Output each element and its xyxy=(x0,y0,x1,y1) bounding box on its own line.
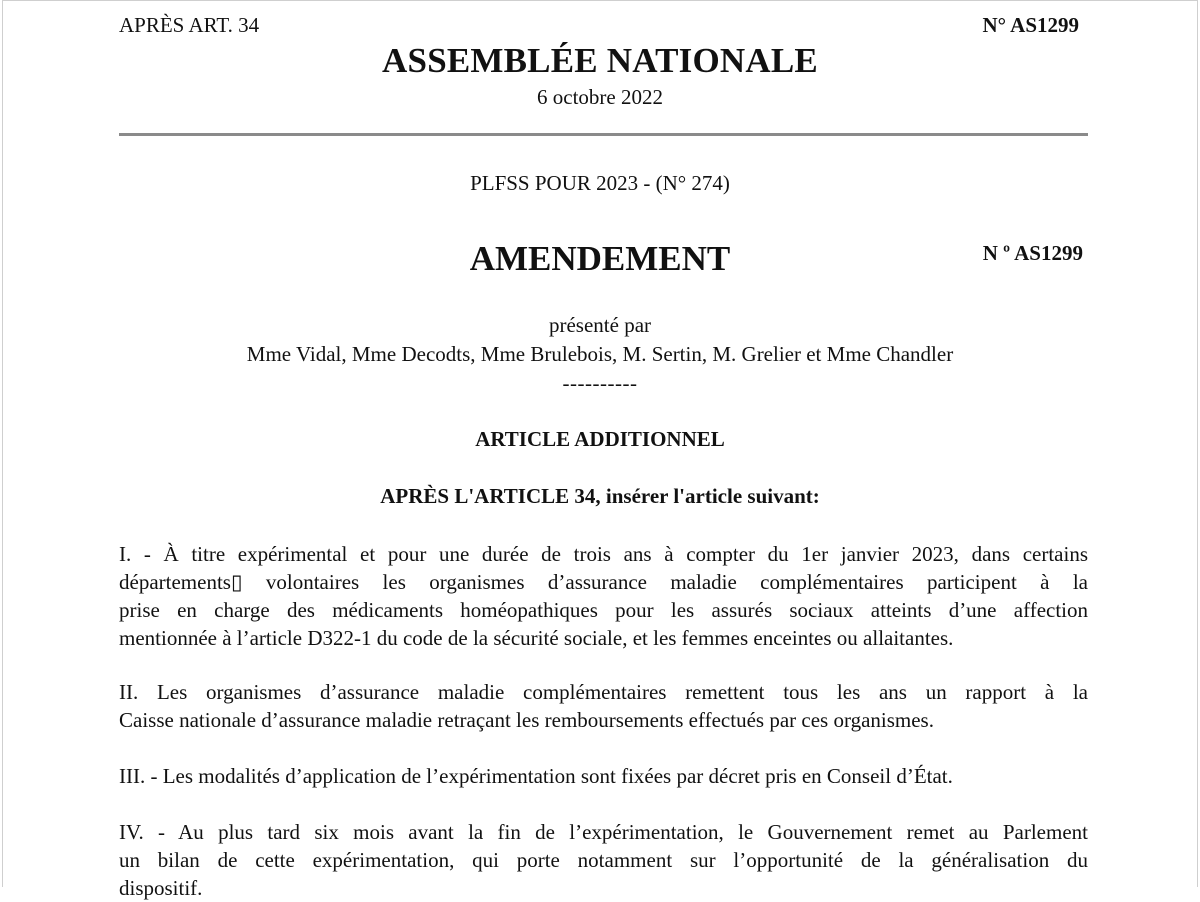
article-kind-heading: ARTICLE ADDITIONNEL xyxy=(475,427,725,451)
document-date: 6 octobre 2022 xyxy=(537,85,663,109)
paragraph-line: IV. - Au plus tard six mois avant la fin de l’expérimentation, le Gouvernement remet au Parlement xyxy=(119,820,1088,844)
paragraph-1 xyxy=(119,540,1088,652)
paragraph-2 xyxy=(119,678,1088,734)
header-divider xyxy=(119,133,1088,136)
authors-separator: ---------- xyxy=(562,371,638,395)
bill-title: PLFSS POUR 2023 - (N° 274) xyxy=(470,171,730,195)
paragraph-line: départements▯ volontaires les organismes d’assurance maladie complémentaires participent à la xyxy=(119,570,1088,594)
article-instruction: APRÈS L'ARTICLE 34, insérer l'article suivant: xyxy=(380,484,820,508)
presented-by-label: présenté par xyxy=(548,313,652,337)
amendment-number: N º AS1299 xyxy=(982,241,1083,265)
header-amendment-number: N° AS1299 xyxy=(982,13,1079,37)
document-page xyxy=(2,0,1198,900)
paragraph-line: III. - Les modalités d’application de l’expérimentation sont fixées par décret pris en Conseil d’État. xyxy=(119,764,953,788)
paragraph-line: mentionnée à l’article D322-1 du code de la sécurité sociale, et les femmes enceintes ou allaitantes. xyxy=(119,626,954,650)
paragraph-line: un bilan de cette expérimentation, qui porte notamment sur l’opportunité de la généralisation du xyxy=(119,848,1088,872)
paragraph-line: II. Les organismes d’assurance maladie complémentaires remettent tous les ans un rapport à la xyxy=(119,680,1088,704)
paragraph-line: prise en charge des médicaments homéopathiques pour les assurés sociaux atteints d’une affection xyxy=(119,598,1088,622)
article-reference: APRÈS ART. 34 xyxy=(119,13,260,37)
amendment-title: AMENDEMENT xyxy=(469,239,731,278)
paragraph-line: Caisse nationale d’assurance maladie retraçant les remboursements effectués par ces organismes. xyxy=(119,708,934,732)
authors-list: Mme Vidal, Mme Decodts, Mme Brulebois, M. Sertin, M. Grelier et Mme Chandler xyxy=(246,342,954,366)
paragraph-line: dispositif. xyxy=(119,876,203,900)
institution-title: ASSEMBLÉE NATIONALE xyxy=(382,41,818,80)
paragraph-line: I. - À titre expérimental et pour une durée de trois ans à compter du 1er janvier 2023, dans certains xyxy=(119,542,1088,566)
paragraph-4 xyxy=(119,818,1088,902)
paragraph-3 xyxy=(119,762,1088,790)
